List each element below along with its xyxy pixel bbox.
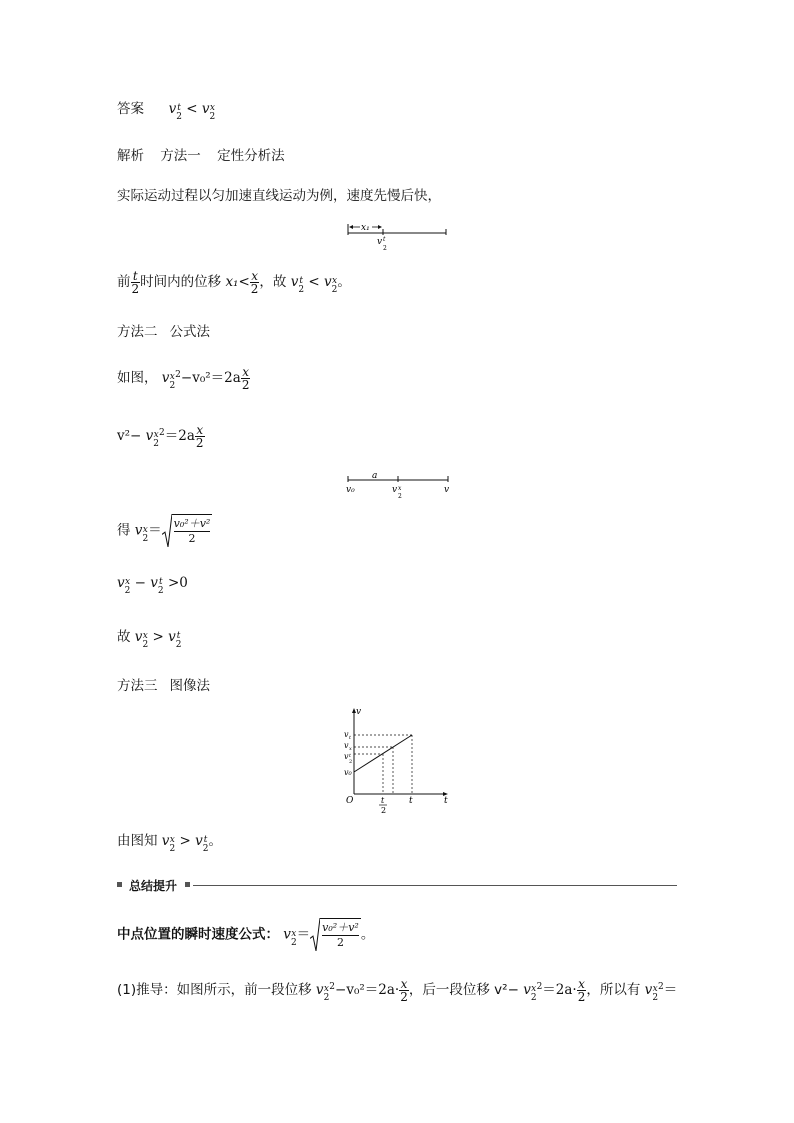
method3-conclusion: 由图知 vx 2 > vt 2。 bbox=[117, 833, 222, 854]
svg-text:2: 2 bbox=[398, 493, 402, 500]
fig2-v-label: v bbox=[444, 485, 450, 495]
figure-2-segment bbox=[344, 470, 452, 500]
svg-text:2: 2 bbox=[381, 806, 387, 815]
method3-header: 方法三 图像法 bbox=[117, 678, 210, 694]
graph-t-tick: t bbox=[409, 796, 413, 806]
summary-title: 总结提升 bbox=[129, 879, 178, 893]
svg-text:2: 2 bbox=[349, 759, 353, 765]
method2-therefore: 故 vx 2 > vt 2 bbox=[117, 629, 182, 650]
svg-text:2: 2 bbox=[383, 245, 387, 252]
fig2-v0-label: v₀ bbox=[346, 485, 355, 495]
summary-right-mark bbox=[185, 882, 190, 887]
method2-header: 方法二 公式法 bbox=[117, 324, 210, 340]
graph-x-axis-label: t bbox=[444, 796, 448, 806]
method2-result: 得 vx 2＝ $\frac{\text{v₀²＋v²}}{2}$ bbox=[117, 514, 212, 548]
graph-origin: O bbox=[346, 796, 354, 806]
svg-text:t: t bbox=[381, 796, 385, 805]
fig1-x1-label: x₁ bbox=[361, 223, 370, 233]
svg-text:x: x bbox=[398, 485, 402, 492]
summary-formula: 中点位置的瞬时速度公式： vx 2＝ $\frac{\text{v₀²＋v²}}{2}$ 。 bbox=[117, 918, 374, 952]
method2-eq2: v²− vx $2^2=2a$ $\frac{x}{2}$ bbox=[117, 423, 204, 450]
svg-text:t: t bbox=[349, 735, 352, 741]
method1-conclusion: 前 $\frac{t}{2}$ 时间内的位移 x₁< $\frac{x}{2}$ ，故 vt 2 < vx 2。 bbox=[117, 269, 351, 296]
figure-1-segment bbox=[346, 220, 450, 252]
svg-text:x: x bbox=[349, 746, 352, 752]
fig2-vmid-label: v bbox=[392, 485, 398, 495]
fig2-a-label: a bbox=[372, 471, 378, 481]
answer-label: 答案 bbox=[117, 101, 144, 117]
method2-eq1: 如图， vx $2^2-v_0^2=2a$ $\frac{x}{2}$ bbox=[117, 365, 250, 392]
graph-vt-label: v bbox=[344, 730, 349, 739]
answer-line: 答案 vt 2 < vx 2 bbox=[117, 101, 216, 122]
graph-vx-label: v bbox=[344, 741, 349, 750]
summary-rule bbox=[193, 885, 677, 886]
graph-v-half-label: v bbox=[344, 752, 349, 761]
v-t-graph bbox=[340, 704, 452, 820]
fig1-v-label: v bbox=[377, 237, 383, 247]
summary-derivation: (1)推导：如图所示，前一段位移 vx $2^2-v_0^2=2a\cdot$ $\frac{x}{2}$ ，后一段位移 v²− vx $2^2=2a\cdot$ $\frac{x}{2}$ ，所以有 vx $2^2=$ bbox=[117, 977, 678, 1004]
method2-diff: vx 2 − vt 2 >0 bbox=[117, 575, 188, 596]
analysis-header: 解析 方法一 定性分析法 bbox=[117, 148, 285, 164]
svg-text:t: t bbox=[349, 753, 352, 759]
graph-y-axis-label: v bbox=[356, 707, 362, 717]
summary-left-mark bbox=[117, 882, 122, 887]
summary-divider bbox=[117, 879, 677, 893]
method1-text: 实际运动过程以匀加速直线运动为例，速度先慢后快， bbox=[117, 188, 441, 204]
svg-text:t: t bbox=[383, 236, 386, 243]
graph-v0-label: v₀ bbox=[344, 768, 352, 777]
